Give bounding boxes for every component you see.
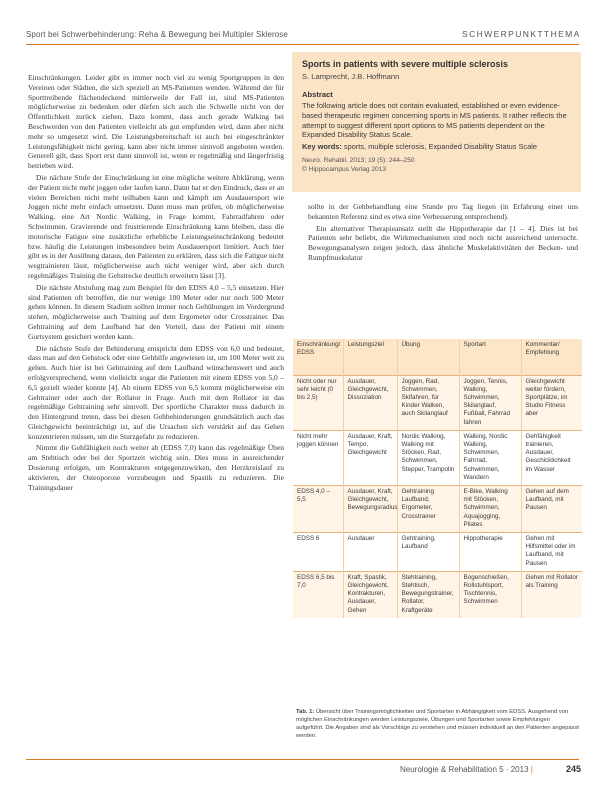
- table-cell: Joggen, Tennis, Walking, Schwimmen, Skilanglauf, Fußball, Fahrrad fahren: [459, 375, 521, 430]
- footer-separator: |: [530, 765, 533, 774]
- abstract-keywords: [302, 142, 571, 152]
- table-cell: Nicht oder nur sehr leicht (0 bis 2,5): [293, 375, 343, 430]
- table-header-cell: Kommentar/ Empfehlung: [521, 339, 582, 375]
- table-cell: Gehtraining, Laufband: [397, 532, 459, 571]
- journal-name: Neurologie & Rehabilitation 5 · 2013: [400, 765, 529, 774]
- table-cell: Gehen auf dem Laufband, mit Pausen: [521, 485, 582, 532]
- body-column-left: [28, 73, 284, 763]
- table-cell: E-Bike, Walking mit Stöcken, Schwimmen, Aquajogging, Pilates: [459, 485, 521, 532]
- table-row: [293, 485, 582, 532]
- keywords-text: sports, multiple sclerosis, Expanded Disability Status Scale: [343, 142, 537, 152]
- table-cell: Bogenschießen, Rollstuhlsport, Tischtennis, Schwimmen: [459, 571, 521, 618]
- table-header-cell: Sportart: [459, 339, 521, 375]
- table-cell: Ausdauer, Kraft, Tempo, Gleichgewicht: [343, 430, 397, 485]
- citation-reference: Neuro. Rehabil. 2013; 19 (5): 244–250: [302, 156, 415, 164]
- footer-journal: [400, 765, 533, 774]
- table-cell: EDSS 4,0 – 5,5: [293, 485, 343, 532]
- page-number: 245: [566, 764, 582, 774]
- table-cell: Gehtraining Laufband, Ergometer, Crosstrainer: [397, 485, 459, 532]
- table-header-cell: Übung: [397, 339, 459, 375]
- paragraph: sollte in der Gehbehandlung eine Stunde pro Tag liegen (in Erfahrung einer uns bekannten Referenz sind es etwa eine Verbesserung entsprechend).: [308, 202, 578, 221]
- table-cell: Gleichgewicht weiter fördern, Sportplätze, im Studio Fitness aber: [521, 375, 582, 430]
- table-cell: EDSS 6,5 bis 7,0: [293, 571, 343, 618]
- section-label: SCHWERPUNKTTHEMA: [462, 29, 581, 39]
- paragraph: Nimmt die Gehfähigkeit noch weiter ab (EDSS 7,0) kann das regelmäßige Üben am Stehtisch oder bei der Sportzeit wichtig sein. Dies muss in ausreichender Dosierung erfolgen, um Kontrakturen entgegenzuwirken, den Herzkreislauf zu aktivieren, der Osteoporose vorzubeugen und Spastik zu reduzieren. Die Trainingsdauer: [28, 443, 284, 492]
- table-cell: Stehtraining, Stehtisch, Bewegungstrainer, Rollator, Kraftgeräte: [397, 571, 459, 618]
- table-header-row: [293, 339, 582, 375]
- body-column-right: [308, 202, 578, 312]
- abstract-title: Sports in patients with severe multiple sclerosis: [302, 59, 509, 69]
- abstract-authors: S. Lamprecht, J.B. Hoffmann: [302, 72, 400, 81]
- table-cell: Nordic Walking, Walking mit Stöcken, Rad, Schwimmen, Stepper, Trampolin: [397, 430, 459, 485]
- table-cell: Ausdauer, Kraft, Gleichgewicht, Bewegungsradius: [343, 485, 397, 532]
- footer-rule: [26, 759, 579, 760]
- caption-label: Tab. 1:: [296, 709, 315, 715]
- caption-text: Übersicht über Trainingsmöglichkeiten und Sportarten in Abhängigkeit vom EDSS. Ausgehend von möglichen Einschränkungen werden Leistungsziele, Übungen und Sportarten sowie Empfehlungen aufgeführt. Die Angaben sind als Vorschläge zu verstehen und müssen individuell an den Patienten angepasst werden.: [296, 709, 579, 739]
- paragraph: Die nächste Stufe der Einschränkung ist eine mögliche weitere Abklärung, wenn der Patient nicht mehr joggen oder laufen kann. Dann hat er den Eindruck, dass er an vielen Bereichen nicht mehr teilhaben kann und kämpft um Ausdauersport wie Joggen nicht mehr einfach umsetzen. Dann muss man prüfen, ob möglicherweise Walking, eine Art Nordic Walking, in Frage kommt, Fahrradfahren oder Schwimmen. Gravierende und frustrierende Einschränkung kann bleiben, dass die motorische Fatigue eine zusätzliche erhebliche Leistungseinschränkung bedeutet bzw. häufig die Leistungen insbesondere beim Ausdauersport limitiert. Auch hier gibt es in der Ausübung daraus, den Patienten zu erklären, dass sich die Fatigue nicht wegtrainieren lässt, möglicherweise auch nicht weniger wird, aber sich durch regelmäßiges Training die Gehstrecke deutlich erweitern lässt [3].: [28, 172, 284, 280]
- table-header-cell: Leistungsziel: [343, 339, 397, 375]
- table-cell: Walking, Nordic Walking, Schwimmen, Fahrrad, Schwimmen, Wandern: [459, 430, 521, 485]
- table-row: [293, 430, 582, 485]
- table-cell: Gehfähigkeit trainieren, Ausdauer, Geschicklichkeit im Wasser: [521, 430, 582, 485]
- english-abstract-box: [292, 52, 581, 192]
- paragraph: Einschränkungen. Leider gibt es immer noch viel zu wenig Sportgruppen in den Vereinen oder Städten, die sich speziell an MS-Patienten wenden. Während der für Sporttreibende flächendeckend mittlerweile der Fall ist, sind MS-Patienten möglicherweise zu bedenken oder dürfen sich auch die Schwelle nicht von der Öffentlichkeit zurück ziehen. Dazu kommt, dass auch gerade Walking bei Beschwerden von den Patienten vielleicht als gut empfunden wird, dann aber nicht mehr so umgesetzt wird. Die Leistungsbereitschaft ist auch bei eingeschränkter Leistungsfähigkeit nicht gering, kann aber nicht immer sinnvoll angeboten werden. Generell gilt, dass Sport erst dann sinnvoll ist, wenn er regelmäßig und längerfristig betrieben wird.: [28, 73, 284, 171]
- table-cell: Joggen, Rad, Schwimmen, Skifahren, für Kinder Walken, auch Skilanglauf: [397, 375, 459, 430]
- table-cell: Nicht mehr joggen können: [293, 430, 343, 485]
- table-cell: Ausdauer, Gleichgewicht, Dissoziation: [343, 375, 397, 430]
- table-row: [293, 532, 582, 571]
- table-cell: Gehen mit Hilfsmittel oder im Laufband, mit Pausen: [521, 532, 582, 571]
- paragraph: Ein alternativer Therapieansatz stellt die Hippotherapie dar [1 – 4]. Dies ist bei Patienten sehr beliebt, die Wirkmechanismen sind noch nicht ausreichend untersucht. Bewegungsanalysen zeigen jedoch, dass ähnliche Muskelaktivitäten der Becken- und Rumpfmuskulatur: [308, 223, 578, 262]
- paragraph: Die nächste Stufe der Behinderung entspricht dem EDSS von 6,0 und bedeutet, dass man auf den Gehstock oder eine Gehhilfe angewiesen ist, um 100 Meter weit zu gehen. Auch hier ist bei Gehtraining auf dem Laufband wünschenswert und auch erfolgversprechend, wenn vielleicht sogar die Patienten mit einem EDSS von 5,0 – 6,5 gezielt wieder konnte [4]. Ab einem EDSS von 6,5 kommt möglicherweise ein Gehtrainer oder auch der Rollator in Frage. Auch mit dem Rollator ist das regelmäßige Gehtraining sehr sinnvoll. Der sportliche Charakter muss dadurch in den Hintergrund treten, dass bei diesen Gehbehinderungen grundsätzlich auch das Gleichgewicht beeinträchtigt ist, auf die Ursachen sich verstärkt auf das Gehen konzentrieren müssen, um die Sturzgefahr zu reduzieren.: [28, 343, 284, 441]
- table-cell: Hippotherapie: [459, 532, 521, 571]
- citation-copyright: © Hippocampus Verlag 2013: [302, 165, 387, 173]
- table-cell: Gehen mit Rollator als Training: [521, 571, 582, 618]
- abstract-text: The following article does not contain evaluated, established or even evidence-based therapeutic regimen concerning sports in MS patients. It rather reflects the attempt to suggest different sport options to MS patients dependent on the Expanded Disability Status Scale.: [302, 101, 567, 140]
- keywords-label: Key words:: [302, 142, 342, 152]
- table-cell: EDSS 6: [293, 532, 343, 571]
- abstract-heading: Abstract: [302, 90, 333, 99]
- table-cell: Kraft, Spastik, Gleichgewicht, Kontrakturen, Ausdauer, Gehen: [343, 571, 397, 618]
- training-table: [293, 339, 582, 618]
- table-row: [293, 375, 582, 430]
- table-cell: Ausdauer: [343, 532, 397, 571]
- paragraph: Die nächste Abstufung mag zum Beispiel für den EDSS 4,0 – 5,5 einsetzen. Hier sind Patienten oft betroffen, die nur wenige 100 Meter oder nur noch 500 Meter gehen können. In diesem Stadium sollten immer noch Gehübungen im Vordergrund stehen, möglicherweise auch Training auf dem Ergometer oder Crosstrainer. Das Gehtraining auf dem Laufband hat den Vorteil, dass der Patient mit einem Gurtsystem gesichert werden kann.: [28, 282, 284, 341]
- table-header-cell: Einschränkung/ EDSS: [293, 339, 343, 375]
- running-header: Sport bei Schwerbehinderung: Reha & Bewegung bei Multipler Sklerose: [26, 30, 288, 39]
- header-rule: [26, 44, 579, 45]
- abstract-citation: [302, 156, 571, 174]
- table-caption: [296, 708, 579, 740]
- table-row: [293, 571, 582, 618]
